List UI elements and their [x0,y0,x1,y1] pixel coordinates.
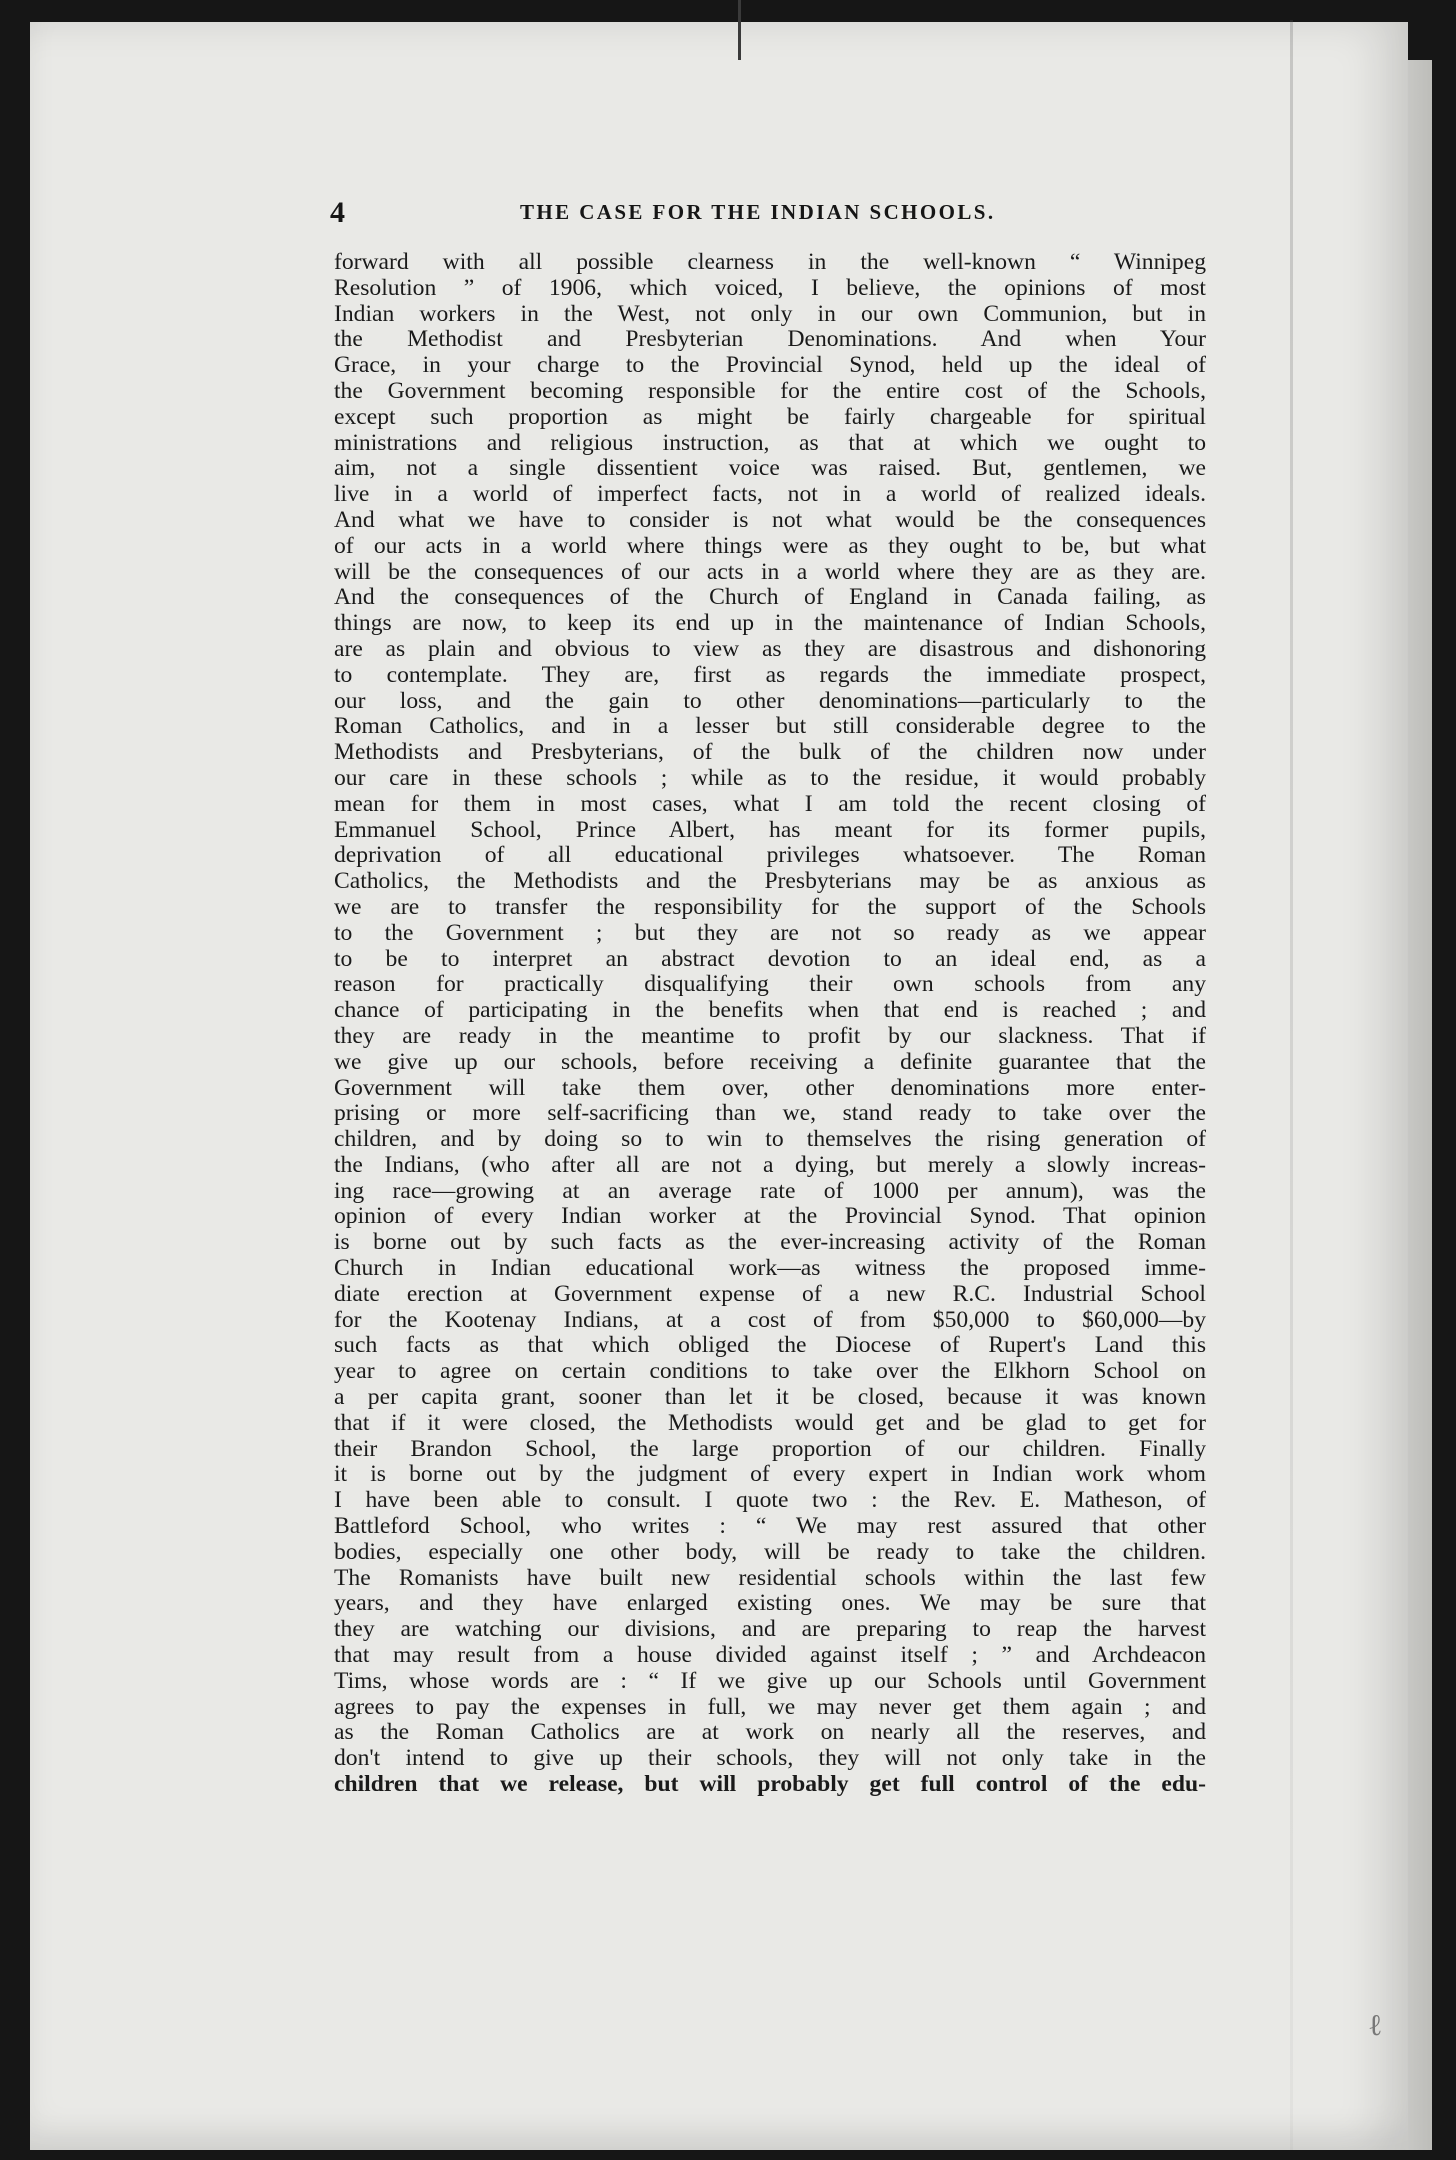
text-line: the Methodist and Presbyterian Denominations. And when Your [334,326,1206,353]
text-line: they are ready in the meantime to profit by our slackness. That if [334,1022,1206,1049]
text-line: such facts as that which obliged the Diocese of Rupert's Land this [334,1332,1206,1359]
text-line: are as plain and obvious to view as they are disastrous and dishonoring [334,635,1206,662]
text-line: Tims, whose words are : “ If we give up our Schools until Government [334,1667,1206,1694]
text-line: chance of participating in the benefits when that end is reached ; and [334,997,1206,1024]
text-line: Battleford School, who writes : “ We may rest assured that other [334,1513,1206,1540]
text-line: ministrations and religious instruction, as that at which we ought to [334,429,1206,456]
text-line: forward with all possible clearness in the well-known “ Winnipeg [334,249,1206,275]
text-line: that may result from a house divided against itself ; ” and Archdeacon [334,1642,1206,1669]
text-line: diate erection at Government expense of a new R.C. Industrial School [334,1280,1206,1307]
text-line: children, and by doing so to win to themselves the rising generation of [334,1126,1206,1153]
page-fold-shadow [1290,20,1293,2150]
text-line: prising or more self-sacrificing than we, stand ready to take over the [334,1100,1206,1127]
text-line: they are watching our divisions, and are preparing to reap the harvest [334,1616,1206,1643]
text-line: Government will take them over, other denominations more enter- [334,1074,1206,1101]
text-line: children that we release, but will probably get full control of the edu- [334,1771,1206,1798]
text-line: live in a world of imperfect facts, not in a world of realized ideals. [334,481,1206,508]
text-line: Methodists and Presbyterians, of the bulk of the children now under [334,739,1206,766]
text-line: aim, not a single dissentient voice was raised. But, gentlemen, we [334,455,1206,482]
binding-mark [738,0,741,60]
text-line: don't intend to give up their schools, they will not only take in the [334,1745,1206,1772]
text-line: ing race—growing at an average rate of 1000 per annum), was the [334,1177,1206,1204]
text-line: our loss, and the gain to other denominations—particularly to the [334,687,1206,714]
text-line: things are now, to keep its end up in the maintenance of Indian Schools, [334,610,1206,637]
text-line: Grace, in your charge to the Provincial Synod, held up the ideal of [334,352,1206,379]
text-line: Catholics, the Methodists and the Presbyterians may be as anxious as [334,868,1206,895]
text-line: to be to interpret an abstract devotion to an ideal end, as a [334,945,1206,972]
text-line: it is borne out by the judgment of every expert in Indian work whom [334,1461,1206,1488]
text-line: Church in Indian educational work—as witness the proposed imme- [334,1255,1206,1282]
text-line: of our acts in a world where things were as they ought to be, but what [334,532,1206,559]
text-line: a per capita grant, sooner than let it be closed, because it was known [334,1384,1206,1411]
text-line: their Brandon School, the large proportion of our children. Finally [334,1435,1206,1462]
text-line: as the Roman Catholics are at work on nearly all the reserves, and [334,1719,1206,1746]
text-line: bodies, especially one other body, will be ready to take the children. [334,1538,1206,1565]
text-line: our care in these schools ; while as to the residue, it would probably [334,764,1206,791]
running-title: THE CASE FOR THE INDIAN SCHOOLS. [520,200,996,224]
text-line: reason for practically disqualifying their own schools from any [334,971,1206,998]
text-line: Resolution ” of 1906, which voiced, I believe, the opinions of most [334,274,1206,301]
text-line: The Romanists have built new residential schools within the last few [334,1564,1206,1591]
text-line: for the Kootenay Indians, at a cost of from $50,000 to $60,000—by [334,1306,1206,1333]
text-line: the Government becoming responsible for the entire cost of the Schools, [334,377,1206,404]
text-line: year to agree on certain conditions to take over the Elkhorn School on [334,1358,1206,1385]
text-line: to contemplate. They are, first as regards the immediate prospect, [334,661,1206,688]
text-line: Roman Catholics, and in a lesser but still considerable degree to the [334,713,1206,740]
text-line: years, and they have enlarged existing ones. We may be sure that [334,1590,1206,1617]
page-number: 4 [330,196,345,229]
text-line: And the consequences of the Church of England in Canada failing, as [334,584,1206,611]
text-line: to the Government ; but they are not so ready as we appear [334,919,1206,946]
page-header [330,196,1210,236]
text-line: the Indians, (who after all are not a dying, but merely a slowly increas- [334,1151,1206,1178]
text-line: we give up our schools, before receiving a definite guarantee that the [334,1048,1206,1075]
text-line: deprivation of all educational privileges whatsoever. The Roman [334,842,1206,869]
text-line: And what we have to consider is not what would be the consequences [334,506,1206,533]
text-line: except such proportion as might be fairly chargeable for spiritual [334,403,1206,430]
body-text [334,250,1206,1798]
text-line: Emmanuel School, Prince Albert, has meant for its former pupils, [334,816,1206,843]
text-line: mean for them in most cases, what I am told the recent closing of [334,790,1206,817]
text-line: will be the consequences of our acts in a world where they are as they are. [334,558,1206,585]
text-line: opinion of every Indian worker at the Provincial Synod. That opinion [334,1203,1206,1230]
text-line: Indian workers in the West, not only in our own Communion, but in [334,300,1206,327]
text-line: we are to transfer the responsibility for the support of the Schools [334,893,1206,920]
text-line: agrees to pay the expenses in full, we may never get them again ; and [334,1693,1206,1720]
text-line: I have been able to consult. I quote two : the Rev. E. Matheson, of [334,1487,1206,1514]
text-line: is borne out by such facts as the ever-increasing activity of the Roman [334,1229,1206,1256]
text-line: that if it were closed, the Methodists would get and be glad to get for [334,1409,1206,1436]
margin-mark: ℓ [1368,2008,1383,2043]
